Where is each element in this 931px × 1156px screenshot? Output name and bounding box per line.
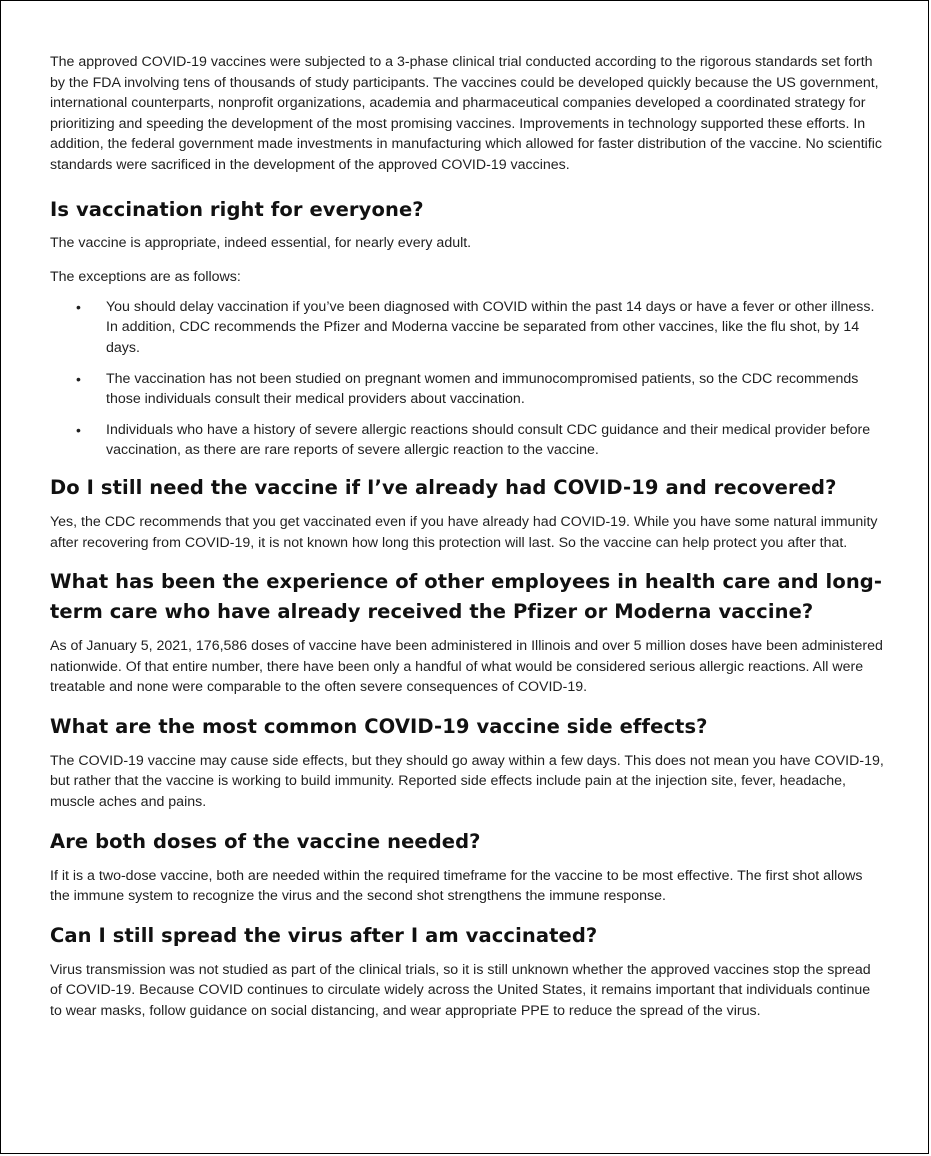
list-item-text: Individuals who have a history of severe allergic reactions should consult CDC guidance and their medical provider before vaccination, as there are rare reports of severe allergic reaction to the vaccine. [106,421,871,459]
list-item [50,369,885,410]
document-content [50,52,885,1022]
bullet-marker: • [76,298,81,315]
bullet-marker: • [76,421,81,438]
intro-paragraph: The approved COVID-19 vaccines were subjected to a 3-phase clinical trial conducted according to the rigorous standards set forth by the FDA involving tens of thousands of study participants. The vaccines could be developed quickly because the US government, international counterparts, nonprofit organizations, academia and pharmaceutical companies developed a coordinated strategy for prioritizing and speeding the development of the most promising vaccines. Improvements in technology supported these efforts. In addition, the federal government made investments in manufacturing which allowed for faster distribution of the vaccine. No scientific standards were sacrificed in the development of the approved COVID-19 vaccines. [50,54,882,173]
list-item [50,420,885,461]
bullet-marker: • [76,370,81,387]
section-paragraph: Virus transmission was not studied as part of the clinical trials, so it is still unknown whether the approved vaccines stop the spread of COVID-19. Because COVID continues to circulate widely across the United States, it remains important that individuals continue to wear masks, follow guidance on social distancing, and wear appropriate PPE to reduce the spread of the virus. [50,961,871,1020]
section-heading-side-effects: What are the most common COVID-19 vaccine side effects? [50,714,708,738]
section-heading-had-covid: Do I still need the vaccine if I’ve already had COVID-19 and recovered? [50,475,837,499]
section-heading-vaccination-right: Is vaccination right for everyone? [50,197,424,221]
section-paragraph: The COVID-19 vaccine may cause side effects, but they should go away within a few days. This does not mean you have COVID-19, but rather that the vaccine is working to build immunity. Reported side effects include pain at the injection site, fever, headache, muscle aches and pains. [50,752,884,811]
section-paragraph: The exceptions are as follows: [50,269,241,286]
section-paragraph: As of January 5, 2021, 176,586 doses of vaccine have been administered in Illinois and over 5 million doses have been administered nationwide. Of that entire number, there have been only a handful of what would be considered serious allergic reactions. All were treatable and none were comparable to the often severe consequences of COVID-19. [50,638,883,696]
section-heading-both-doses: Are both doses of the vaccine needed? [50,829,481,853]
exceptions-list [50,297,885,461]
section-heading-spread-virus: Can I still spread the virus after I am vaccinated? [50,923,598,947]
list-item-text: You should delay vaccination if you’ve been diagnosed with COVID within the past 14 days or have a fever or other illness. In addition, CDC recommends the Pfizer and Moderna vaccine be separated from other vaccines, like the flu shot, by 14 days. [106,298,875,356]
section-heading-employee-experience: What has been the experience of other employees in health care and long-term care who have already received the Pfizer or Moderna vaccine? [50,570,883,624]
section-paragraph: Yes, the CDC recommends that you get vaccinated even if you have already had COVID-19. While you have some natural immunity after recovering from COVID-19, it is not known how long this protection will last. So the vaccine can help protect you after that. [50,513,878,551]
section-paragraph: The vaccine is appropriate, indeed essential, for nearly every adult. [50,234,472,251]
list-item-text: The vaccination has not been studied on pregnant women and immunocompromised patients, so the CDC recommends those individuals consult their medical providers about vaccination. [106,370,859,408]
section-paragraph: If it is a two-dose vaccine, both are needed within the required timeframe for the vaccine to be most effective. The first shot allows the immune system to recognize the virus and the second shot strengthens the immune response. [50,867,863,905]
list-item [50,297,885,359]
